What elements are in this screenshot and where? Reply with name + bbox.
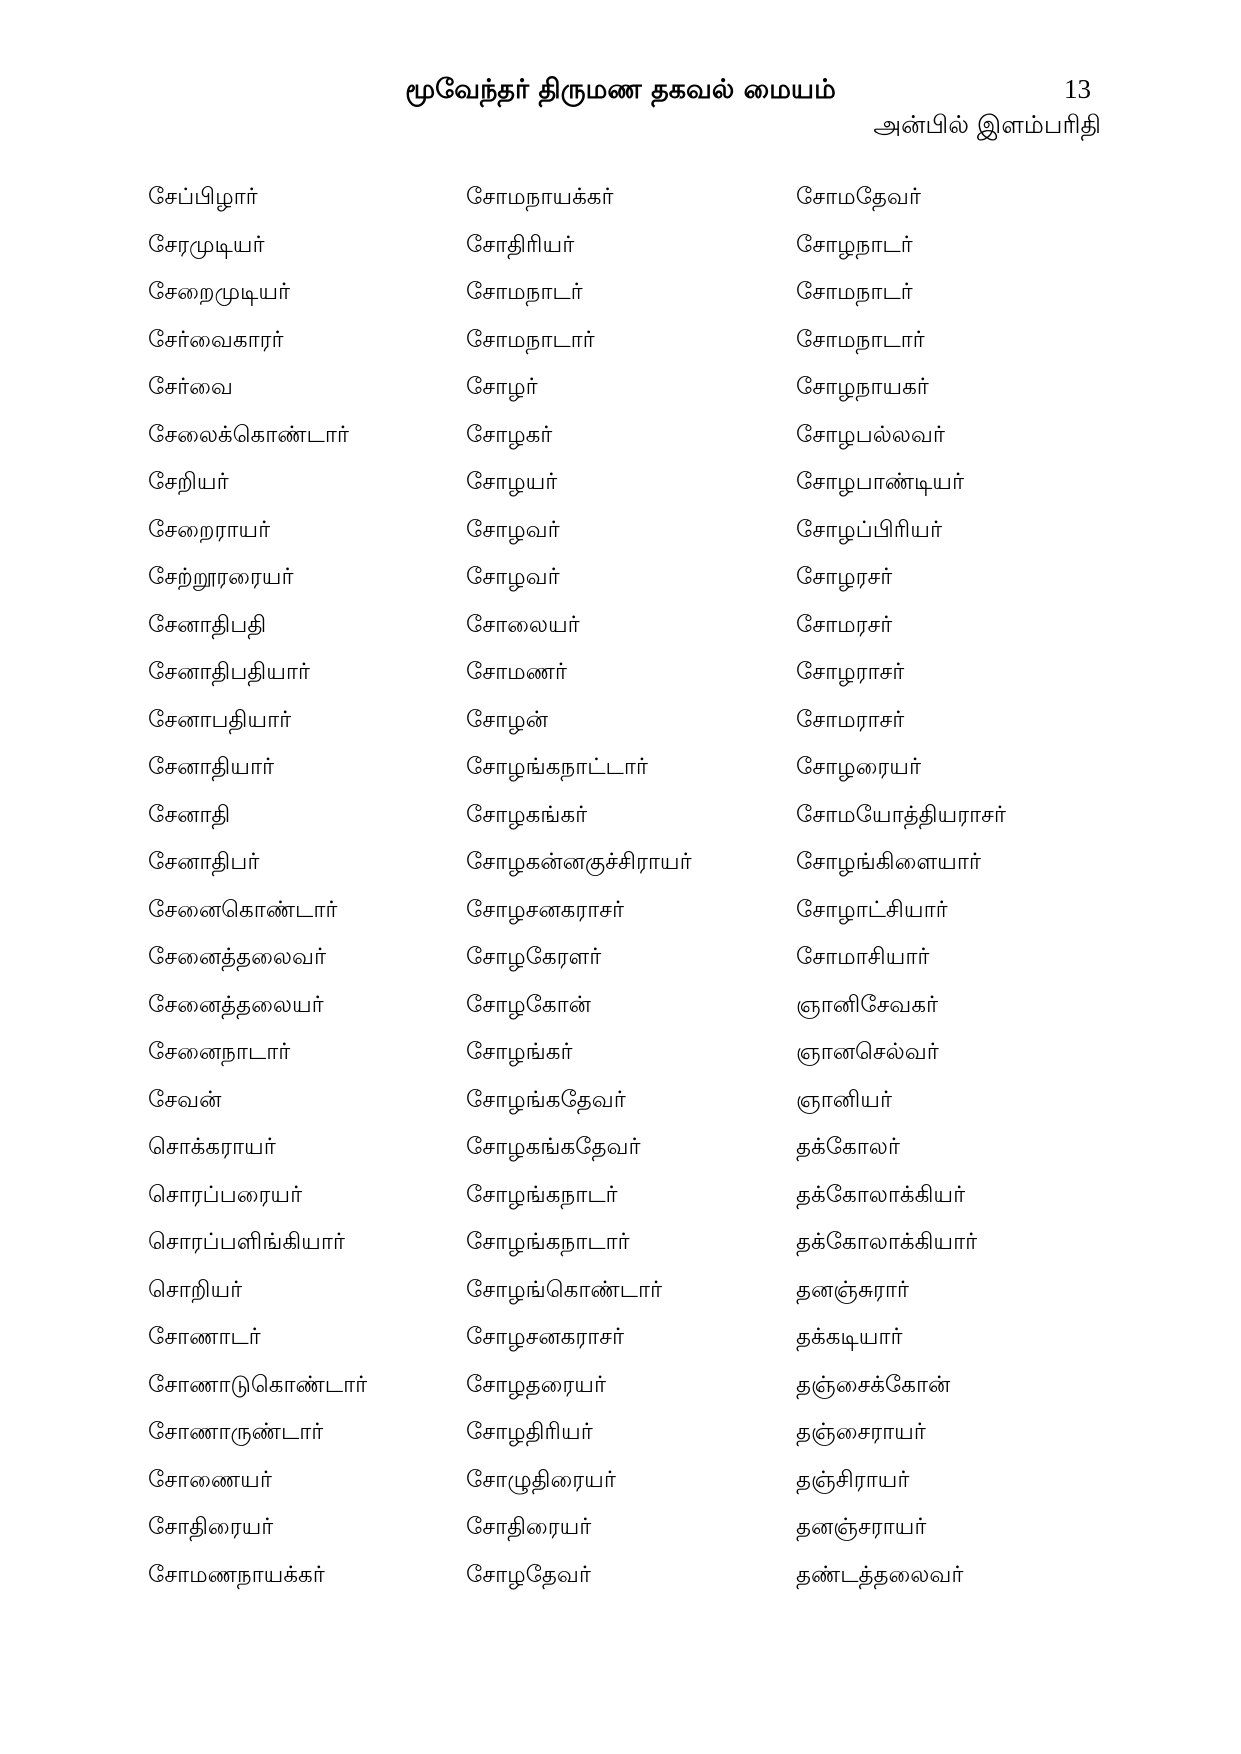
name-entry: தண்டத்தலைவர் xyxy=(796,1561,964,1588)
name-entry: சேனைகொண்டார் xyxy=(148,896,338,923)
name-entry: தக்கோலாக்கியார் xyxy=(796,1229,978,1255)
name-entry: சோழங்கநாடர் xyxy=(466,1181,618,1208)
name-entry: சோழரசர் xyxy=(796,564,893,590)
name-entry: சோதிரியர் xyxy=(466,231,575,258)
name-entry: தக்கடியார் xyxy=(796,1324,903,1350)
name-entry: தக்கோலாக்கியர் xyxy=(796,1181,966,1208)
name-entry: சொறியர் xyxy=(148,1276,243,1303)
name-entry: சேப்பிழார் xyxy=(148,184,258,210)
name-entry: சோலையர் xyxy=(466,611,580,638)
name-entry: சேற்றூரரையர் xyxy=(148,564,294,590)
name-entry: சோழதேவர் xyxy=(466,1561,591,1588)
name-entry: சேறைமுடியர் xyxy=(148,279,291,305)
name-entry: சோழாட்சியார் xyxy=(796,896,948,923)
name-entry: சேறியர் xyxy=(148,469,229,495)
name-entry: சேனைநாடார் xyxy=(148,1039,291,1065)
name-entry: சோழுதிரையர் xyxy=(466,1466,616,1493)
name-entry: தனஞ்சராயர் xyxy=(796,1514,927,1540)
name-entry: சேனாபதியார் xyxy=(148,706,292,733)
name-entry: சோமதேவர் xyxy=(796,184,921,210)
name-entry: சொரப்பளிங்கியார் xyxy=(148,1229,345,1255)
name-entry: சோமணர் xyxy=(466,659,567,685)
name-entry: சோழதிரியர் xyxy=(466,1419,593,1445)
name-entry: சோமயோத்தியராசர் xyxy=(796,801,1006,828)
name-entry: சோழநாயகர் xyxy=(796,374,929,400)
name-entry: சோழங்கொண்டார் xyxy=(466,1276,662,1303)
name-entry: சேனாதிபர் xyxy=(148,849,260,875)
name-entry: சேனைத்தலைவர் xyxy=(148,944,326,970)
name-entry: சோழராசர் xyxy=(796,659,905,685)
name-entry: சோழங்கிளையார் xyxy=(796,849,981,875)
name-entry: சேனாதிபதி xyxy=(148,611,267,638)
name-entry: சோழபாண்டியர் xyxy=(796,469,965,495)
name-entry: சோழநாடர் xyxy=(796,231,913,258)
name-entry: சோமநாடார் xyxy=(466,326,595,353)
name-entry: சேர்வைகாரர் xyxy=(148,326,284,353)
name-entry: சோழர் xyxy=(466,374,538,400)
page-number: 13 xyxy=(1064,74,1091,104)
name-entry: சோழங்கநாட்டார் xyxy=(466,754,648,780)
name-entry: சோமராசர் xyxy=(796,706,905,733)
name-entry: சோமணநாயக்கர் xyxy=(148,1561,325,1588)
name-entry: சோழங்கதேவர் xyxy=(466,1086,626,1113)
name-entry: சோழங்கர் xyxy=(466,1039,573,1065)
name-entry: சோழசனகராசர் xyxy=(466,896,624,923)
name-entry: சோமநாடார் xyxy=(796,326,925,353)
name-entry: சோழகங்கர் xyxy=(466,801,588,828)
name-entry: சேனைத்தலையர் xyxy=(148,991,324,1018)
name-entry: சேர்வை xyxy=(148,374,233,400)
name-entry: சோணையர் xyxy=(148,1466,272,1493)
name-entry: சோழகர் xyxy=(466,421,553,448)
name-entry: சோழகங்கதேவர் xyxy=(466,1134,641,1160)
name-entry: சொரப்பரையர் xyxy=(148,1181,303,1208)
name-entry: சோழதரையர் xyxy=(466,1371,606,1398)
name-entry: சோமநாடர் xyxy=(466,279,583,305)
name-entry: தக்கோலர் xyxy=(796,1134,900,1160)
name-entry: சோணாடுகொண்டார் xyxy=(148,1371,368,1398)
name-entry: சோழங்கநாடார் xyxy=(466,1229,630,1255)
name-entry: சோமநாயக்கர் xyxy=(466,184,614,210)
name-entry: சேரமுடியர் xyxy=(148,231,265,258)
name-entry: சேலைக்கொண்டார் xyxy=(148,421,349,448)
name-entry: ஞானியர் xyxy=(796,1086,892,1113)
name-entry: சோமநாடர் xyxy=(796,279,913,305)
name-entry: சோழயர் xyxy=(466,469,558,495)
name-column-3 xyxy=(796,182,1116,1607)
name-column-2 xyxy=(466,182,786,1607)
name-entry: தனஞ்சுரார் xyxy=(796,1276,909,1303)
name-entry: தஞ்சைராயர் xyxy=(796,1419,926,1445)
name-entry: சோதிரையர் xyxy=(148,1514,274,1540)
name-entry: ஞானசெல்வர் xyxy=(796,1039,939,1065)
name-entry: சோதிரையர் xyxy=(466,1514,592,1540)
name-entry: சோமாசியார் xyxy=(796,944,930,970)
author-name: அன்பில் இளம்பரிதி xyxy=(873,110,1101,139)
name-entry: சோழவர் xyxy=(466,564,560,590)
name-entry: சோழன் xyxy=(466,706,548,733)
name-entry: சோழரையர் xyxy=(796,754,921,780)
name-entry: சோழப்பிரியர் xyxy=(796,516,942,543)
name-entry: தஞ்சிராயர் xyxy=(796,1466,910,1493)
name-entry: சோழகேரளர் xyxy=(466,944,602,970)
name-entry: சேனாதியார் xyxy=(148,754,274,780)
name-entry: சேறைராயர் xyxy=(148,516,271,543)
name-entry: ஞானிசேவகர் xyxy=(796,991,939,1018)
name-entry: சேவன் xyxy=(148,1086,222,1113)
name-entry: சொக்கராயர் xyxy=(148,1134,276,1160)
name-entry: சோணாடர் xyxy=(148,1324,261,1350)
name-entry: சோமரசர் xyxy=(796,611,893,638)
name-entry: சோழவர் xyxy=(466,516,560,543)
name-entry: சேனாதி xyxy=(148,801,231,828)
name-entry: சேனாதிபதியார் xyxy=(148,659,310,685)
name-entry: சோழகன்னகுச்சிராயர் xyxy=(466,849,692,875)
name-column-1 xyxy=(148,182,448,1607)
name-entry: சோழசனகராசர் xyxy=(466,1324,624,1350)
name-entry: சோழபல்லவர் xyxy=(796,421,945,448)
name-entry: தஞ்சைக்கோன் xyxy=(796,1371,951,1398)
name-entry: சோணாருண்டார் xyxy=(148,1419,324,1445)
page-title: மூவேந்தர் திருமண தகவல் மையம் xyxy=(405,74,836,105)
name-entry: சோழகோன் xyxy=(466,991,591,1018)
